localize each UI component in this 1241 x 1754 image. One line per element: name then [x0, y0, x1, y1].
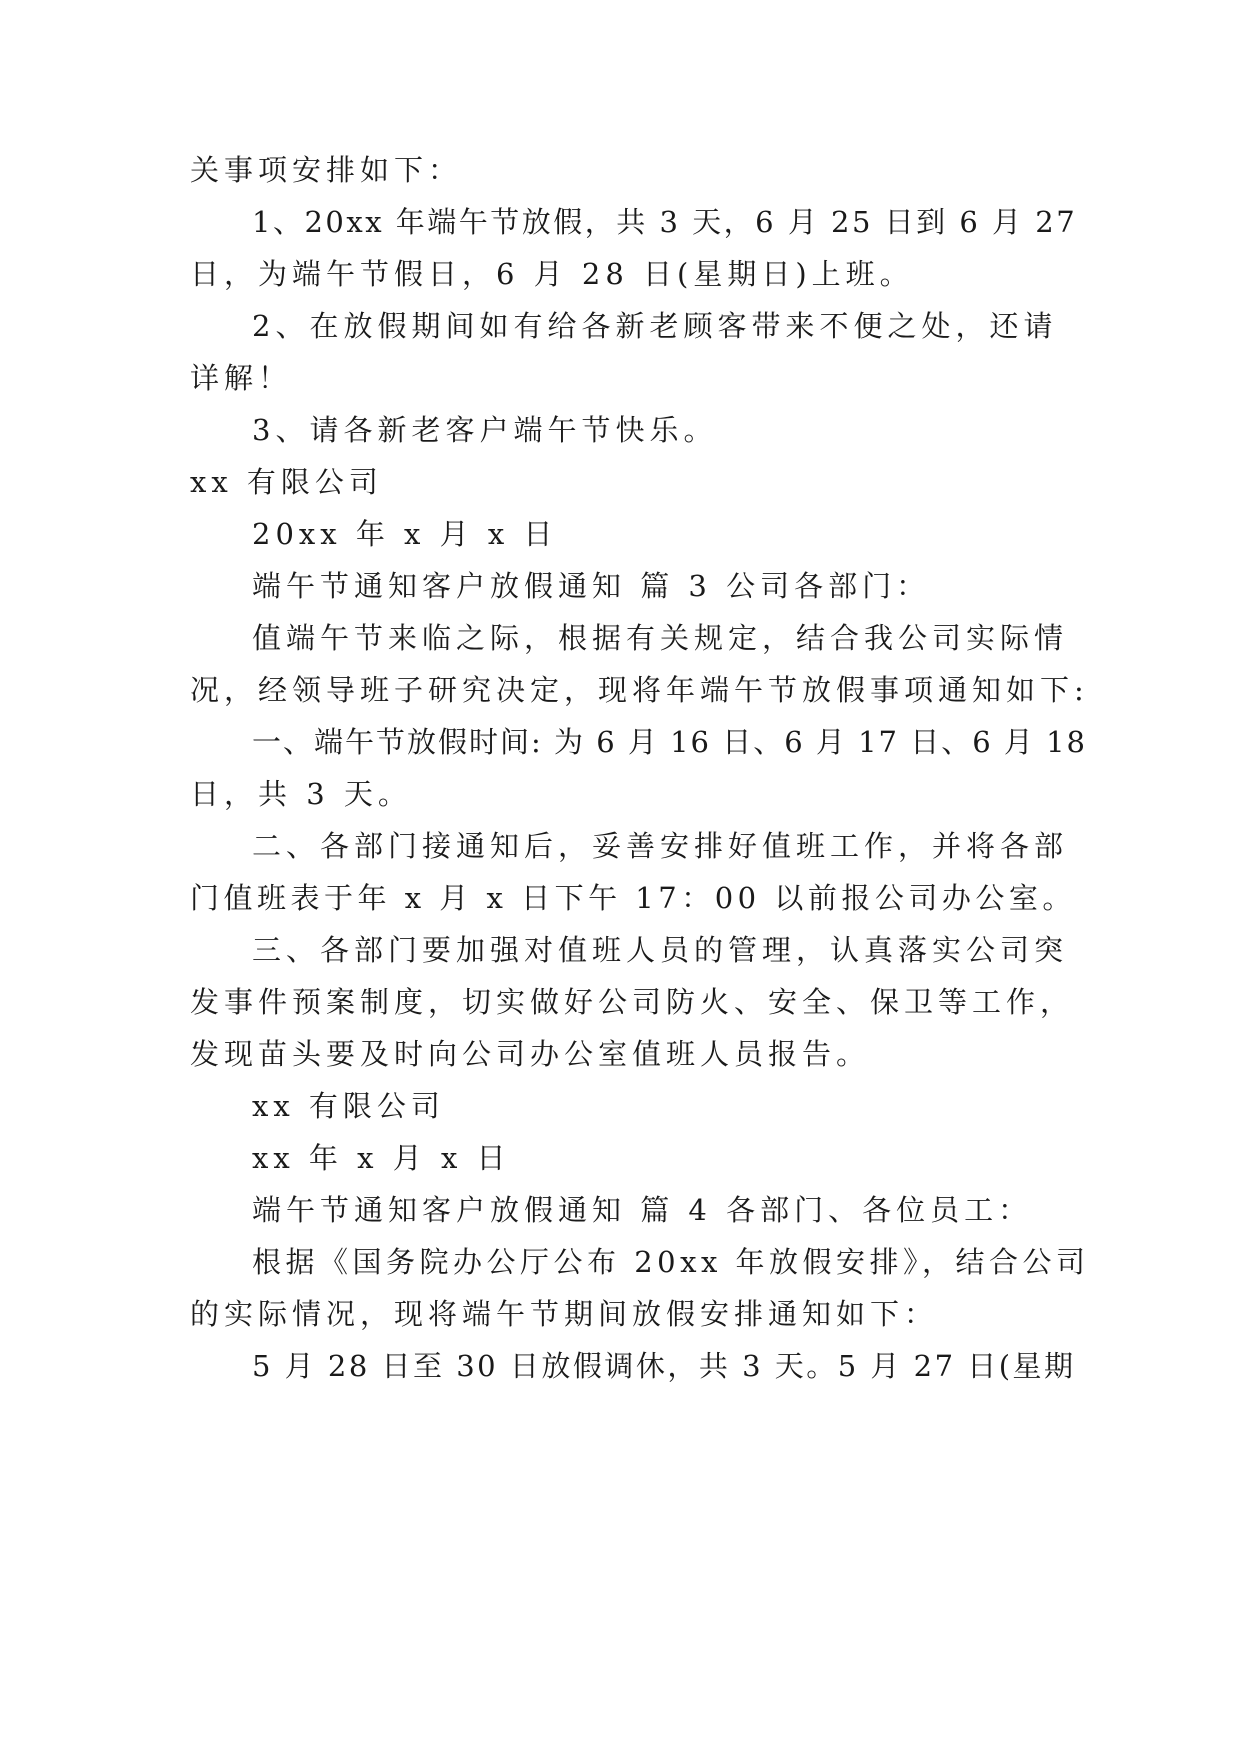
company-name: xx 有限公司	[190, 465, 383, 499]
company-name: xx 有限公司	[252, 1089, 445, 1123]
text-line: 1、20xx 年端午节放假，共 3 天，6 月 25 日到 6 月 27	[252, 205, 1078, 239]
text-line: 5 月 28 日至 30 日放假调休，共 3 天。5 月 27 日(星期	[252, 1349, 1076, 1383]
text-line: 门值班表于年 x 月 x 日下午 17：00 以前报公司办公室。	[190, 881, 1076, 915]
text-line: 日，共 3 天。	[190, 777, 412, 811]
text-line: 况，经领导班子研究决定，现将年端午节放假事项通知如下:	[190, 673, 1089, 707]
date-line: xx 年 x 月 x 日	[252, 1141, 511, 1175]
text-line: 根据《国务院办公厅公布 20xx 年放假安排》，结合公司	[252, 1245, 1090, 1279]
text-line: 发现苗头要及时向公司办公室值班人员报告。	[190, 1037, 871, 1071]
date-line: 20xx 年 x 月 x 日	[252, 517, 558, 551]
text-line: 一、端午节放假时间: 为 6 月 16 日、6 月 17 日、6 月 18	[252, 725, 1088, 759]
text-line: 日，为端午节假日，6 月 28 日(星期日)上班。	[190, 257, 914, 291]
text-line: 发事件预案制度，切实做好公司防火、安全、保卫等工作，	[190, 985, 1075, 1019]
text-line: 的实际情况，现将端午节期间放假安排通知如下：	[190, 1297, 939, 1331]
section-heading: 端午节通知客户放假通知 篇 4 各部门、各位员工：	[252, 1193, 1033, 1227]
text-line: 2、在放假期间如有给各新老顾客带来不便之处，还请	[252, 309, 1058, 343]
text-line: 关事项安排如下：	[190, 153, 463, 187]
text-line: 3、请各新老客户端午节快乐。	[252, 413, 718, 447]
text-line: 二、各部门接通知后，妥善安排好值班工作，并将各部	[252, 829, 1069, 863]
text-line: 三、各部门要加强对值班人员的管理，认真落实公司突	[252, 933, 1069, 967]
text-line: 详解！	[190, 361, 293, 395]
section-heading: 端午节通知客户放假通知 篇 3 公司各部门：	[252, 569, 931, 603]
text-line: 值端午节来临之际，根据有关规定，结合我公司实际情	[252, 621, 1069, 655]
